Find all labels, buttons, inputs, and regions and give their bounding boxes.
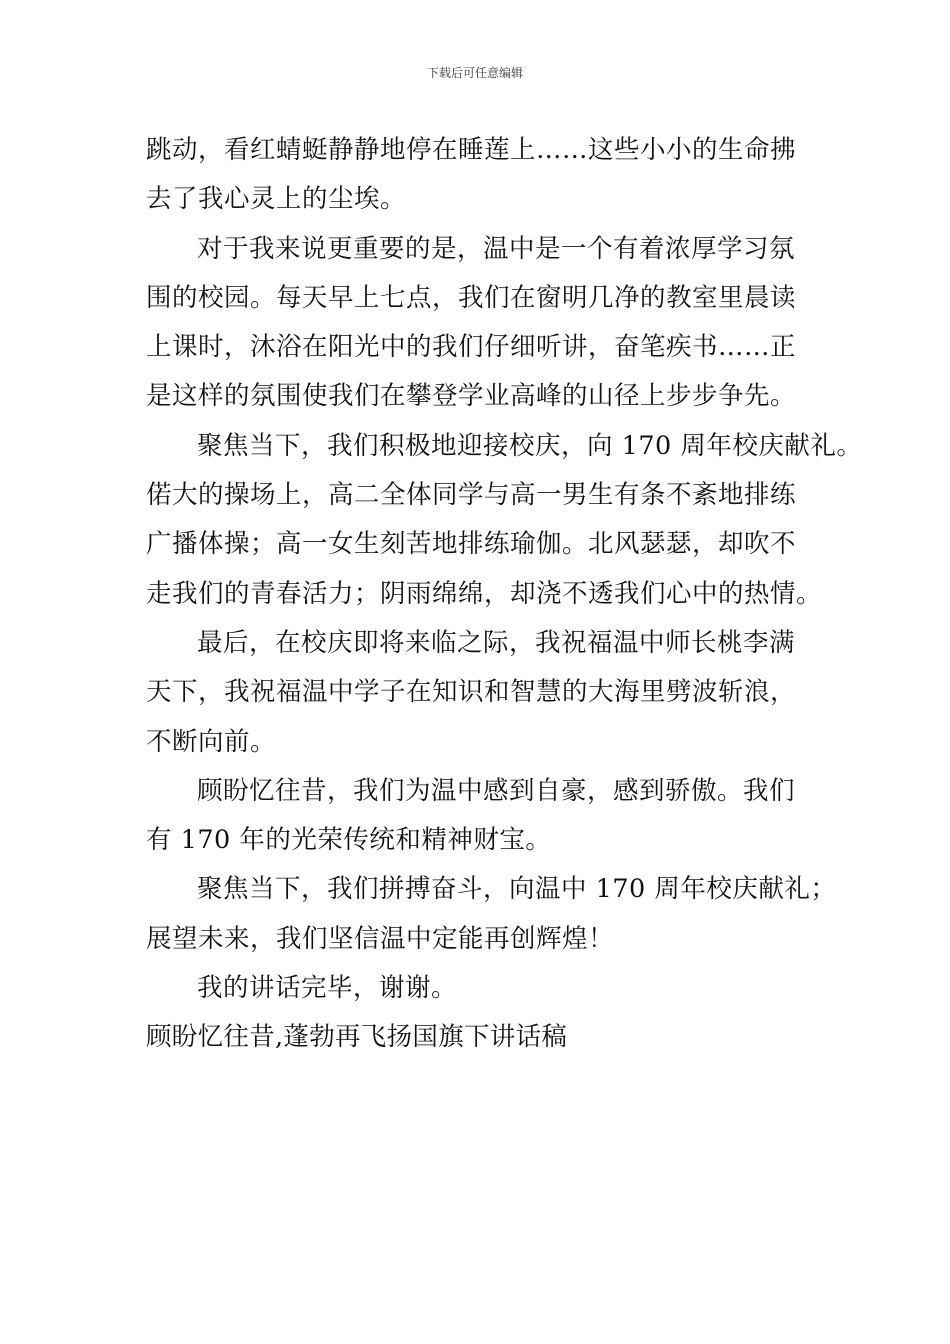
text-line: 有 170 年的光荣传统和精神财宝。 xyxy=(146,825,552,856)
text-line: 围的校园。每天早上七点，我们在窗明几净的教室里晨读 xyxy=(146,282,797,313)
text-line: 走我们的青春活力；阴雨绵绵，却浇不透我们心中的热情。 xyxy=(146,578,823,609)
text-line: 跳动，看红蜻蜓静静地停在睡莲上……这些小小的生命拂 xyxy=(146,135,797,165)
paragraph-start: 顾盼忆往昔，我们为温中感到自豪，感到骄傲。我们 xyxy=(197,775,796,806)
document-body xyxy=(146,126,863,1063)
paragraph-start: 对于我来说更重要的是，温中是一个有着浓厚学习氛 xyxy=(197,233,796,264)
text-line: 广播体操；高一女生刻苦地排练瑜伽。北风瑟瑟，却吹不 xyxy=(146,529,797,560)
document-title-line: 顾盼忆往昔,蓬勃再飞扬国旗下讲话稿 xyxy=(146,1022,568,1053)
paragraph-start: 最后，在校庆即将来临之际，我祝福温中师长桃李满 xyxy=(197,627,796,658)
paragraph-start: 我的讲话完毕，谢谢。 xyxy=(197,973,458,1004)
text-line: 上课时，沐浴在阳光中的我们仔细听讲，奋笔疾书……正 xyxy=(146,332,797,363)
text-line: 展望未来，我们坚信温中定能再创辉煌！ xyxy=(146,923,615,954)
text-line: 去了我心灵上的尘埃。 xyxy=(146,184,407,215)
page-header: 下载后可任意编辑 xyxy=(426,66,523,80)
text-line: 是这样的氛围使我们在攀登学业高峰的山径上步步争先。 xyxy=(146,381,797,412)
paragraph-start: 聚焦当下，我们积极地迎接校庆，向 170 周年校庆献礼。 xyxy=(197,430,863,461)
text-line: 偌大的操场上，高二全体同学与高一男生有条不紊地排练 xyxy=(146,480,797,511)
text-line: 天下，我祝福温中学子在知识和智慧的大海里劈波斩浪， xyxy=(146,677,797,708)
paragraph-start: 聚焦当下，我们拼搏奋斗，向温中 170 周年校庆献礼； xyxy=(197,874,837,905)
text-line: 不断向前。 xyxy=(146,726,277,757)
